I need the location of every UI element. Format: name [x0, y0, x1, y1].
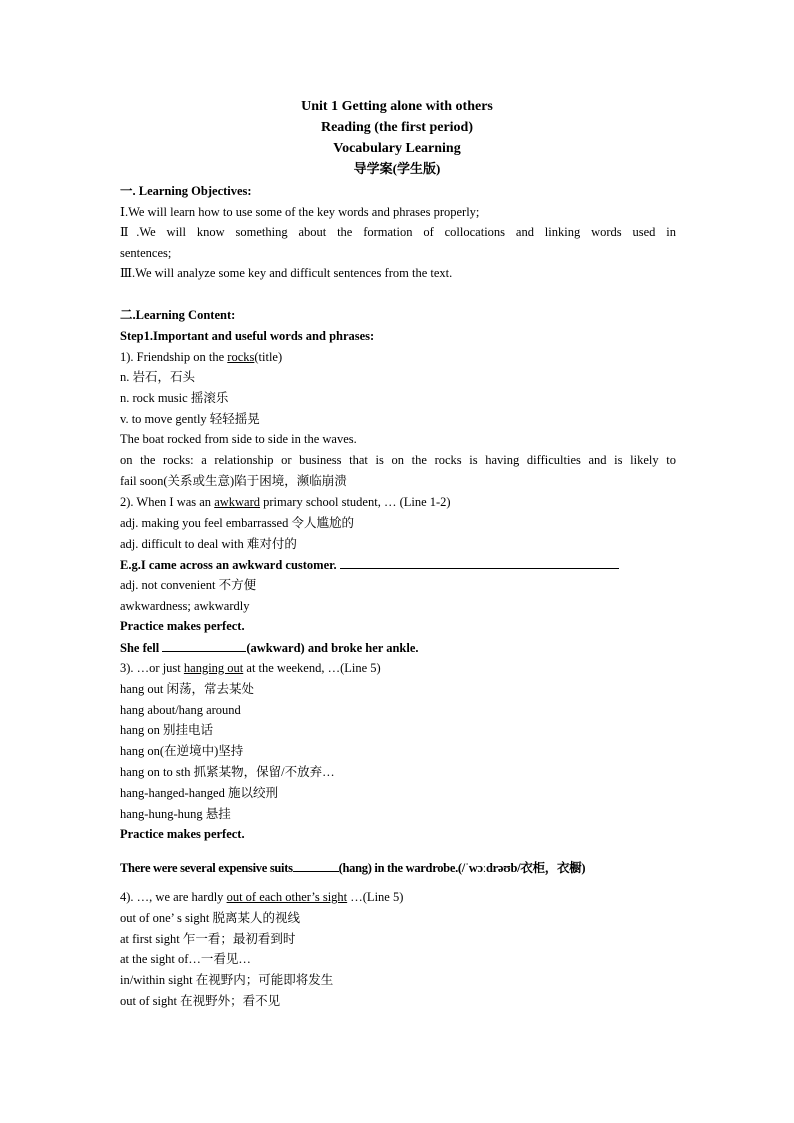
word-1-prefix: 1). Friendship on the — [120, 350, 228, 364]
word-4-def-3: at the sight of…一看见… — [120, 952, 251, 966]
word-3-def-7: hang-hung-hung 悬挂 — [120, 807, 231, 821]
word-2-prefix: 2). When I was an — [120, 495, 215, 509]
word-1-example: The boat rocked from side to side in the waves. — [120, 432, 357, 446]
word-2-exercise — [120, 638, 676, 657]
objective-1: Ⅰ.We will learn how to use some of the key words and phrases properly; — [120, 205, 480, 219]
word-4-def-4: in/within sight 在视野内；可能即将发生 — [120, 973, 334, 987]
word-2-example — [120, 555, 676, 574]
word-1-def-4-cont: fail soon(关系或生意)陷于困境，濒临崩溃 — [120, 474, 347, 488]
objectives-heading: 一. Learning Objectives: — [120, 184, 252, 198]
objective-2: Ⅱ.We will know something about the formation of collocations and linking words used in — [120, 225, 676, 239]
step1-heading: Step1.Important and useful words and phrases: — [120, 329, 375, 343]
word-3-exercise-blank[interactable] — [293, 858, 339, 872]
word-2-exercise-pre: She fell — [120, 641, 163, 655]
word-3-practice: Practice makes perfect. — [120, 827, 245, 841]
word-2-exercise-post: (awkward) and broke her ankle. — [246, 641, 419, 655]
word-3-keyword: hanging out — [183, 661, 244, 675]
word-4-prefix: 4). …, we are hardly — [120, 890, 227, 904]
objective-3: Ⅲ.We will analyze some key and difficult sentences from the text. — [120, 266, 453, 280]
word-3-def-5: hang on to sth 抓紧某物，保留/不放弃… — [120, 765, 335, 779]
word-2-def-2: adj. difficult to deal with 难对付的 — [120, 537, 297, 551]
word-4-suffix: …(Line 5) — [347, 890, 404, 904]
word-3-def-4: hang on(在逆境中)坚持 — [120, 744, 244, 758]
word-4-heading — [120, 888, 676, 906]
word-3-heading — [120, 659, 676, 677]
word-1-heading — [120, 348, 676, 366]
period-title: Reading (the first period) — [320, 120, 474, 135]
word-1-def-2: n. rock music 摇滚乐 — [120, 391, 229, 405]
word-2-example-text: E.g.I came across an awkward customer. — [120, 558, 340, 572]
word-3-def-3: hang on 别挂电话 — [120, 723, 214, 737]
guide-subtitle: 导学案(学生版) — [353, 161, 441, 176]
word-2-practice: Practice makes perfect. — [120, 619, 245, 633]
word-4-def-2: at first sight 乍一看；最初看到时 — [120, 932, 296, 946]
word-3-def-6: hang-hanged-hanged 施以绞刑 — [120, 786, 278, 800]
word-1-keyword: rocks — [227, 350, 255, 364]
word-3-def-2: hang about/hang around — [120, 703, 241, 717]
content-heading: 二.Learning Content: — [120, 308, 236, 322]
word-3-def-1: hang out 闲荡，常去某处 — [120, 682, 255, 696]
word-3-exercise-pre: There were several expensive suits — [120, 861, 293, 875]
word-2-suffix: primary school student, … (Line 1-2) — [260, 495, 451, 509]
word-1-def-1: n. 岩石，石头 — [120, 370, 196, 384]
unit-title: Unit 1 Getting alone with others — [301, 99, 493, 114]
word-2-derivatives: awkwardness; awkwardly — [120, 599, 250, 613]
word-1-suffix: (title) — [254, 350, 283, 364]
word-3-prefix: 3). …or just — [120, 661, 184, 675]
word-3-suffix: at the weekend, …(Line 5) — [243, 661, 381, 675]
objective-2-cont: sentences; — [120, 246, 172, 260]
word-4-keyword: out of each other’s sight — [226, 890, 348, 904]
word-2-def-1: adj. making you feel embarrassed 令人尴尬的 — [120, 516, 354, 530]
word-2-heading — [120, 493, 676, 511]
topic-title: Vocabulary Learning — [333, 141, 461, 156]
word-1-def-4: on the rocks: a relationship or business that is on the rocks is having difficulties and is likely to — [120, 453, 676, 467]
word-3-exercise-post: (hang) in the wardrobe.(/ˈwɔːdrəʊb/衣柜，衣橱) — [338, 861, 586, 875]
word-2-example-blank[interactable] — [340, 555, 619, 569]
word-2-def-3: adj. not convenient 不方便 — [120, 578, 257, 592]
word-3-exercise — [120, 858, 676, 877]
word-4-def-1: out of one’ s sight 脱离某人的视线 — [120, 911, 300, 925]
word-2-keyword: awkward — [214, 495, 261, 509]
word-2-exercise-blank[interactable] — [162, 638, 246, 652]
word-1-def-3: v. to move gently 轻轻摇晃 — [120, 412, 260, 426]
word-4-def-5: out of sight 在视野外；看不见 — [120, 994, 281, 1008]
